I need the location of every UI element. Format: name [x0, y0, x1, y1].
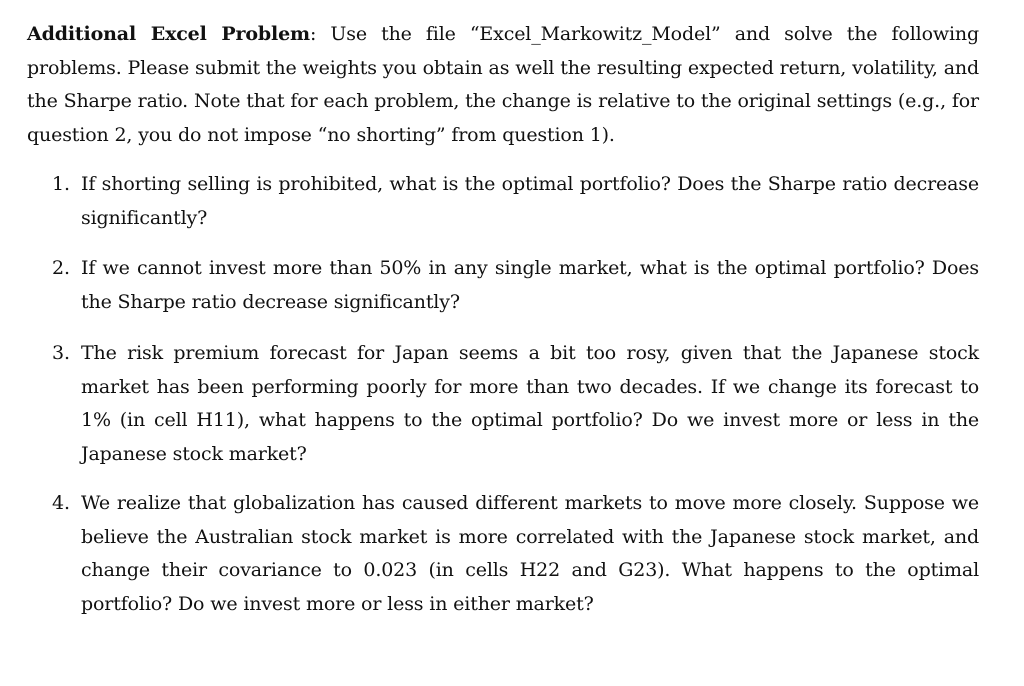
problem-number: 1.: [52, 173, 70, 195]
problem-number: 3.: [52, 342, 70, 364]
problem-text: The risk premium forecast for Japan seems a bit too rosy, given that the Japanese stock market has been performing poorly for more than two decades. If we change its forecast to 1% (in cell H11), what happens to the optimal portfolio? Do we invest more or less in the Japanese stock market?: [81, 342, 979, 465]
problem-item-4: [27, 487, 979, 621]
problem-item-1: [27, 168, 979, 235]
document: [27, 18, 979, 152]
problem-text: If shorting selling is prohibited, what is the optimal portfolio? Does the Sharpe ratio decrease significantly?: [81, 173, 979, 229]
problem-number: 2.: [52, 257, 70, 279]
problem-number: 4.: [52, 492, 70, 514]
problem-item-3: [27, 337, 979, 471]
problem-text: We realize that globalization has caused different markets to move more closely. Suppose we believe the Australian stock market is more correlated with the Japanese stock market, and change their covariance to 0.023 (in cells H22 and G23). What happens to the optimal portfolio? Do we invest more or less in either market?: [81, 492, 979, 615]
intro-paragraph: [27, 18, 979, 152]
intro-text: : Use the file “Excel_Markowitz_Model” and solve the following problems. Please submit the weights you obtain as well the resulting expected return, volatility, and the Sharpe ratio. Note that for each problem, the change is relative to the original settings (e.g., for question 2, you do not impose “no shorting” from question 1).: [27, 23, 979, 146]
problem-item-2: [27, 252, 979, 319]
problem-text: If we cannot invest more than 50% in any single market, what is the optimal portfolio? Does the Sharpe ratio decrease significantly?: [81, 257, 979, 313]
intro-title: Additional Excel Problem: [27, 23, 311, 45]
